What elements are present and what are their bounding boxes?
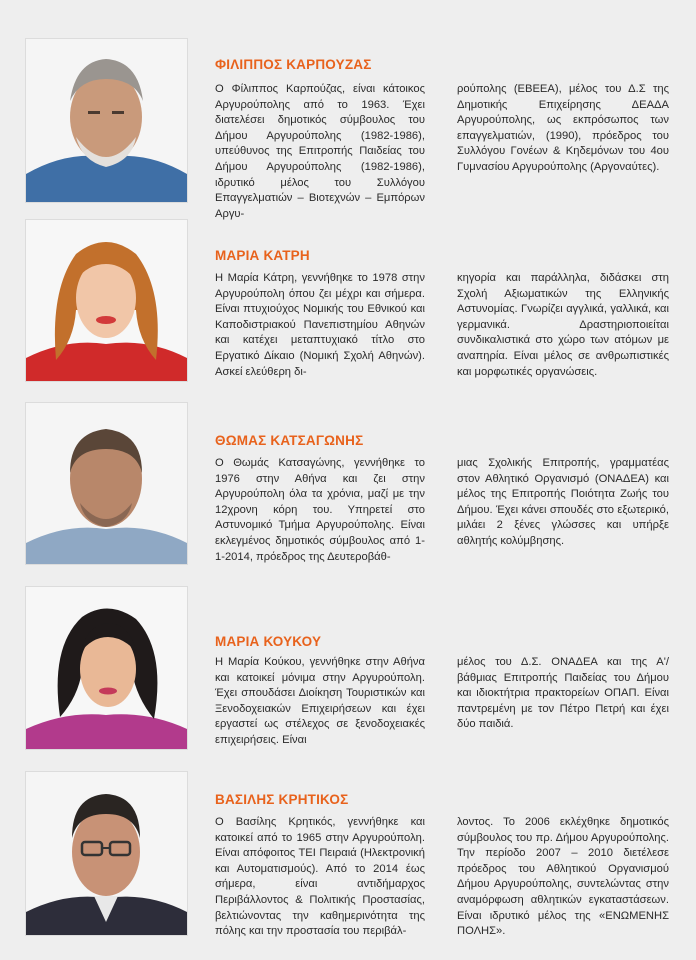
portrait-man-glasses-icon (25, 771, 188, 936)
portrait-woman-dark-hair-icon (25, 586, 188, 750)
bio-right-column: μέλος του Δ.Σ. ΟΝΑΔΕΑ και της Α'/βάθμιας Επιτροπής Παιδείας του Δήμου και ιδιοκτήτρια πρακτορείων ΟΠΑΠ. Είναι παντρεμένη με τον Πέτρο Πετρή και έχει δύο παιδιά. (457, 656, 669, 731)
person-name: ΘΩΜΑΣ ΚΑΤΣΑΓΩΝΗΣ (215, 433, 364, 448)
bio-left-column: Η Μαρία Κάτρη, γεννήθηκε το 1978 στην Αργυρούπολη όπου ζει μέχρι και σήμερα. Είναι πτυχιούχος Νομικής του Εθνικού και Καποδιστριακού Πανεπιστημίου Αθηνών και κατέχει μεταπτυχιακό τίτλο στο Εργατικό Δίκαιο (Νομική Σχολή Αθηνών). Ασκεί ελεύθερη δι- (215, 272, 425, 378)
bio-left-column: Ο Θωμάς Κατσαγώνης, γεννήθηκε το 1976 στην Αθήνα και ζει στην Αργυρούπολη όλα τα χρόνια, μαζί με την 12χρονη κόρη του. Υπηρετεί στο Αστυνομικό Τμήμα Αργυρούπολης. Είναι εκλεγμένος δημοτικός σύμβουλος από 1-1-2014, πρόεδρος της Δευτεροβάθ- (215, 457, 425, 563)
bio-right-column: ρούπολης (ΕΒΕΕΑ), μέλος του Δ.Σ της Δημοτικής Επιχείρησης ΔΕΑΔΑ Αργυρούπολης, ως εκπρόσωπος των επαγγελματιών, (1990), πρόεδρος του Συλλόγου Γονέων & Κηδεμόνων του 4ου Γυμνασίου Αργυρούπολης (Αργοναύτες). (457, 83, 669, 173)
person-name: ΒΑΣΙΛΗΣ ΚΡΗΤΙΚΟΣ (215, 792, 349, 807)
bio-left-column: Ο Βασίλης Κρητικός, γεννήθηκε και κατοικεί από το 1965 στην Αργυρούπολη. Είναι απόφοιτος ΤΕΙ Πειραιά (Ηλεκτρονική και Αυτοματισμούς). Από το 2014 έως σήμερα, είναι αντιδήμαρχος Περιβάλλοντος & Πολιτικής Προστασίας, βελτιώνοντας την καθημερινότητα της πόλης και την προστασία του περιβάλ- (215, 816, 425, 938)
bio-left-column: Ο Φίλιππος Καρπούζας, είναι κάτοικος Αργυρούπολης από το 1963. Έχει διατελέσει δημοτικός σύμβουλος του Δήμου Αργυρούπολης (1982-1986), υπεύθυνος της Επιτροπής Παιδείας του Δήμου Αργυρούπολης (1982-1986), ιδρυτικό μέλος του Συλλόγου Επαγγελματιών – Βιοτεχνών – Εμπόρων Αργυ- (215, 83, 425, 220)
person-name: ΜΑΡΙΑ ΚΑΤΡΗ (215, 248, 310, 263)
bio-right-column: κηγορία και παράλληλα, διδάσκει στη Σχολή Αξιωματικών της Ελληνικής Αστυνομίας. Γνωρίζει αγγλικά, γαλλικά, και γερμανικά. Δραστηριοποιείται συνδικαλιστικά στο χώρο των ατόμων με αναπηρία. Είναι μέλος σε ανθρωπιστικές και μορφωτικές οργανώσεις. (457, 272, 669, 378)
bio-left-column: Η Μαρία Κούκου, γεννήθηκε στην Αθήνα και κατοικεί μόνιμα στην Αργυρούπολη. Έχει σπουδάσει Διοίκηση Τουριστικών και Ξενοδοχειακών Επιχειρήσεων και έχει εργαστεί ως στέλεχος σε ξενοδοχειακές επιχειρήσεις. Είναι (215, 656, 425, 746)
person-name: ΦΙΛΙΠΠΟΣ ΚΑΡΠΟΥΖΑΣ (215, 57, 372, 72)
bio-right-column: λοντος. Το 2006 εκλέχθηκε δημοτικός σύμβουλος του πρ. Δήμου Αργυρούπολης. Την περίοδο 2007 – 2010 διετέλεσε πρόεδρος του Αθλητικού Οργανισμού Δήμου Αργυρούπολης, συντελώντας στην αναμόρφωση αθλητικών εγκαταστάσεων. Είναι ιδρυτικό μέλος της «ΕΝΩΜΕΝΗΣ ΠΟΛΗΣ». (457, 816, 669, 938)
person-name: ΜΑΡΙΑ ΚΟΥΚΟΥ (215, 634, 322, 649)
portrait-woman-red-hair-icon (25, 219, 188, 382)
portrait-man-bald-icon (25, 402, 188, 565)
portrait-man-grey-hair-icon (25, 38, 188, 203)
bio-right-column: μιας Σχολικής Επιτροπής, γραμματέας στον Αθλητικό Οργανισμό (ΟΝΑΔΕΑ) και μέλος της Επιτροπής Ποιότητα Ζωής του Δήμου. Έχει κάνει σπουδές στο εξωτερικό, μιλάει 2 ξένες γλώσσες και υπήρξε αθλητής κολύμβησης. (457, 457, 669, 547)
